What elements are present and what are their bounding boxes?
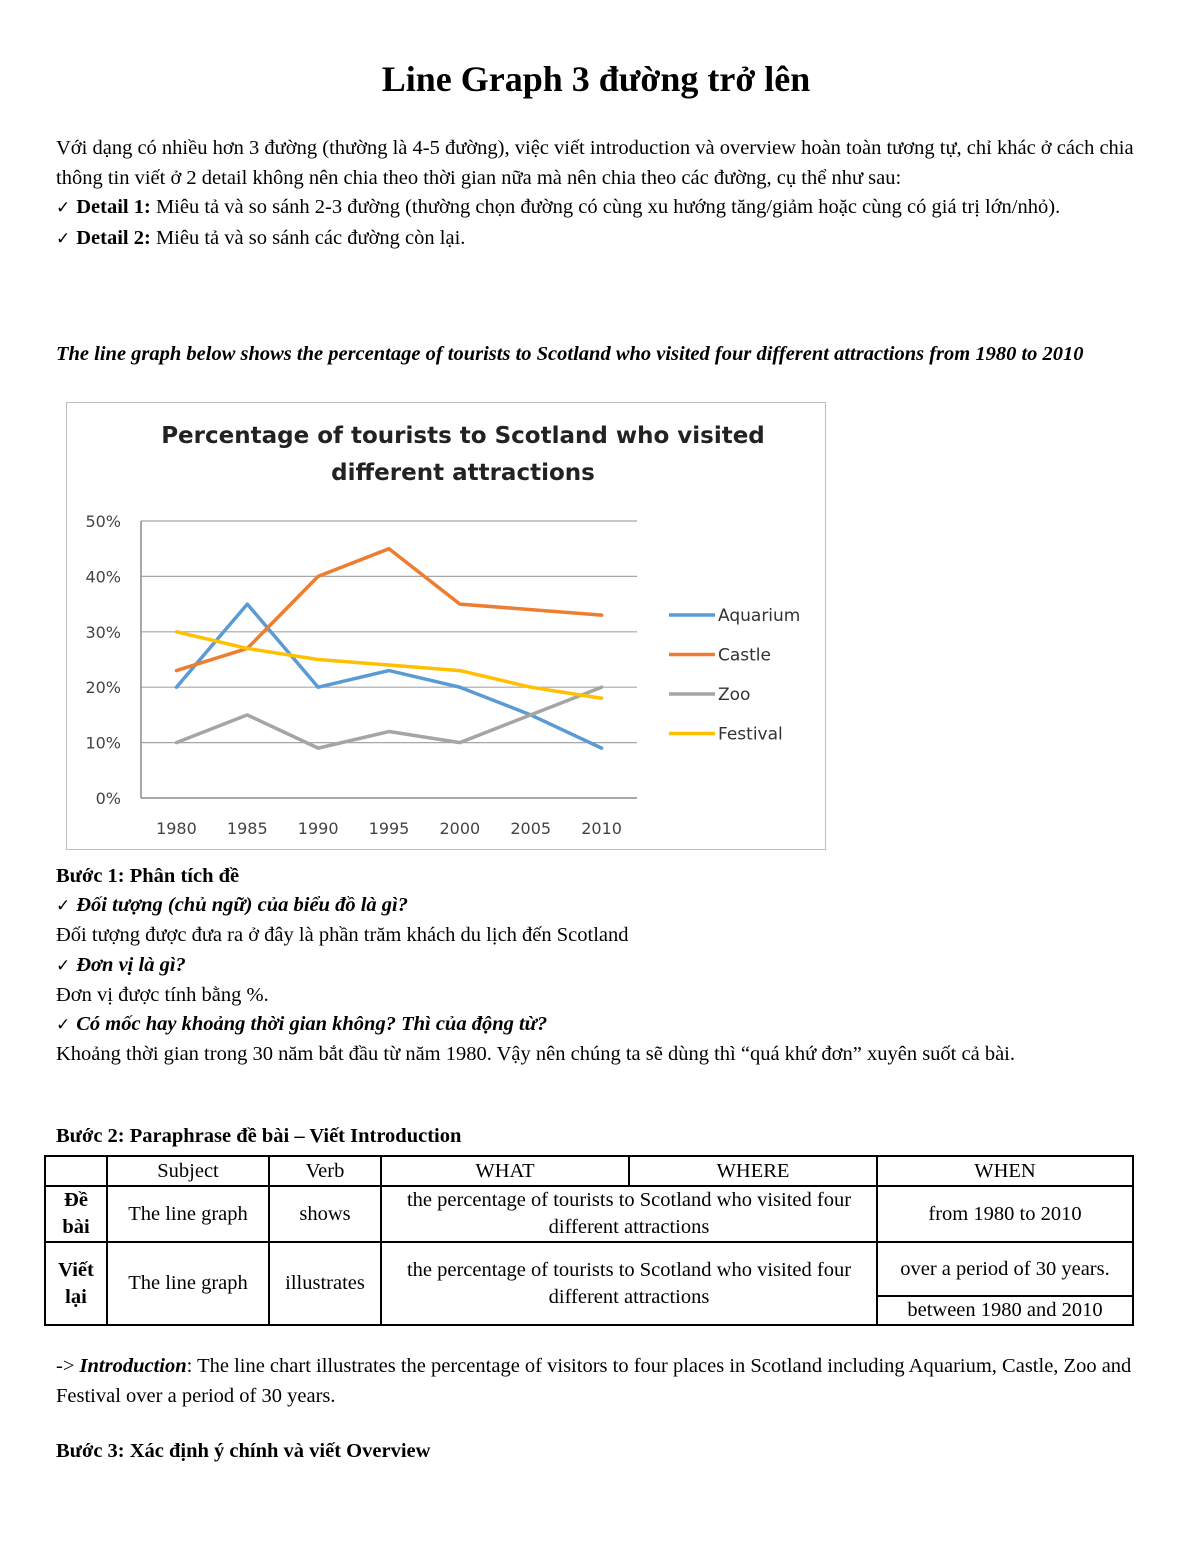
cell-when: from 1980 to 2010: [877, 1186, 1133, 1242]
x-tick-label: 2005: [510, 819, 552, 838]
check-icon: ✓: [56, 955, 71, 976]
cell-verb: illustrates: [269, 1242, 381, 1325]
step1-question-3: ✓ Có mốc hay khoảng thời gian không? Thì của động từ?: [56, 1013, 548, 1036]
step1-answer-3: Khoảng thời gian trong 30 năm bắt đầu từ năm 1980. Vậy nên chúng ta sẽ dùng thì “quá khứ đơn” xuyên suốt cả bài.: [56, 1043, 1015, 1066]
cell-subject: The line graph: [107, 1242, 269, 1325]
table-header-what: WHAT: [381, 1156, 629, 1186]
check-icon: ✓: [56, 198, 71, 218]
step2-heading: Bước 2: Paraphrase đề bài – Viết Introduction: [56, 1125, 462, 1147]
x-tick-label: 1980: [156, 819, 197, 838]
detail2-item: [56, 224, 1136, 255]
x-tick-label: 1985: [226, 819, 268, 838]
step1-heading: Bước 1: Phân tích đề: [56, 865, 240, 887]
y-tick-label: 0%: [95, 789, 121, 808]
table-header-where: WHERE: [629, 1156, 877, 1186]
x-tick-label: 1995: [368, 819, 410, 838]
step1-section: [56, 862, 1136, 1069]
line-chart: [66, 402, 826, 850]
task-prompt: The line graph below shows the percentage of tourists to Scotland who visited four different attractions from 1980 to 2010: [56, 343, 1084, 365]
y-tick-label: 40%: [85, 567, 121, 587]
detail1-label: Detail 1:: [76, 196, 151, 218]
chart-svg: [67, 403, 825, 849]
legend-label-castle: Castle: [718, 645, 771, 666]
introduction-text: : The line chart illustrates the percentage of visitors to four places in Scotland including Aquarium, Castle, Zoo and Festival over a period of 30 years.: [56, 1355, 1132, 1407]
row-label-rewrite: Viết lại: [45, 1242, 107, 1325]
series-line-castle: [176, 549, 601, 671]
table-header-verb: Verb: [269, 1156, 381, 1186]
intro-paragraph: Với dạng có nhiều hơn 3 đường (thường là 4-5 đường), việc viết introduction và overview hoàn toàn tương tự, chỉ khác ở cách chia thông tin viết ở 2 detail không nên chia theo thời gian nữa mà nên chia theo các đường, cụ thể như sau:: [56, 137, 1134, 189]
intro-section: [56, 134, 1136, 254]
arrow-glyph: ->: [56, 1355, 75, 1377]
cell-subject: The line graph: [107, 1186, 269, 1242]
table-header-subject: Subject: [107, 1156, 269, 1186]
step1-question-1: ✓ Đối tượng (chủ ngữ) của biểu đồ là gì?: [56, 894, 408, 917]
y-tick-label: 50%: [85, 512, 121, 531]
cell-when-1: over a period of 30 years.: [877, 1242, 1133, 1296]
cell-when-2: between 1980 and 2010: [877, 1296, 1133, 1325]
legend-label-aquarium: Aquarium: [718, 606, 801, 626]
table-row: [45, 1186, 1133, 1242]
check-icon: ✓: [56, 1015, 71, 1036]
x-tick-label: 2000: [439, 819, 481, 838]
y-tick-label: 20%: [85, 678, 121, 698]
table-header-row: [45, 1156, 1133, 1186]
cell-what: the percentage of tourists to Scotland who visited four different attractions: [381, 1186, 877, 1242]
series-line-aquarium: [176, 604, 601, 748]
step1-answer-2: Đơn vị được tính bằng %.: [56, 983, 269, 1006]
table-row: [45, 1242, 1133, 1296]
table-header-empty: [45, 1156, 107, 1186]
detail2-text: Miêu tả và so sánh các đường còn lại.: [150, 226, 466, 249]
x-tick-label: 2010: [581, 819, 622, 838]
legend-label-festival: Festival: [718, 724, 783, 745]
row-label-original: Đề bài: [45, 1186, 107, 1242]
check-icon: ✓: [56, 228, 71, 249]
introduction-label: Introduction: [79, 1355, 187, 1377]
step3-heading: Bước 3: Xác định ý chính và viết Overview: [56, 1440, 431, 1462]
table-header-when: WHEN: [877, 1156, 1133, 1186]
y-tick-label: 30%: [85, 622, 121, 642]
step1-question-2: ✓ Đơn vị là gì?: [56, 953, 186, 976]
page-title: Line Graph 3 đường trở lên: [381, 59, 811, 99]
step1-answer-1: Đối tượng được đưa ra ở đây là phần trăm khách du lịch đến Scotland: [56, 924, 629, 947]
detail1-text: Miêu tả và so sánh 2-3 đường (thường chọn đường có cùng xu hướng tăng/giảm hoặc cùng có giá trị lớn/nhỏ).: [150, 196, 1061, 218]
introduction-paragraph: [56, 1352, 1136, 1411]
detail1-item: [56, 193, 1136, 224]
detail2-label: Detail 2:: [76, 226, 151, 249]
check-icon: ✓: [56, 896, 71, 917]
chart-title-line2: different attractions: [331, 460, 595, 486]
legend-label-zoo: Zoo: [718, 685, 751, 705]
cell-what: the percentage of tourists to Scotland who visited four different attractions: [381, 1242, 877, 1325]
introduction-section: [56, 1352, 1136, 1411]
series-line-festival: [176, 632, 601, 698]
y-tick-label: 10%: [85, 733, 121, 753]
cell-verb: shows: [269, 1186, 381, 1242]
chart-title-line1: Percentage of tourists to Scotland who visited: [161, 423, 765, 449]
x-tick-label: 1990: [297, 819, 339, 838]
paraphrase-table: [44, 1155, 1134, 1326]
